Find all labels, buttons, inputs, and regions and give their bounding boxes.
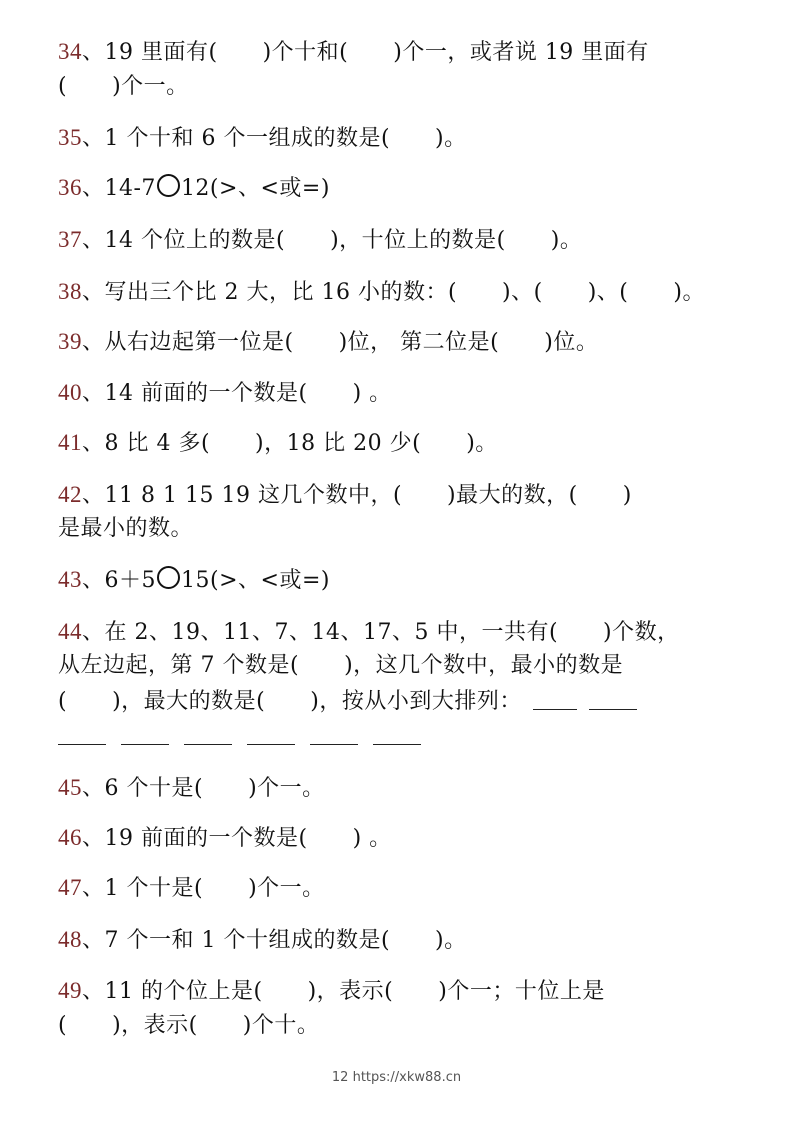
- question-text: 、7 个一和 1 个十组成的数是( )。: [82, 928, 467, 953]
- question-text: 、写出三个比 2 大，比 16 小的数：( )、( )、( )。: [82, 280, 705, 305]
- question-42: [58, 480, 738, 511]
- answer-blank[interactable]: [184, 722, 232, 745]
- question-number: 49: [58, 978, 82, 1003]
- question-text: ( )个一。: [58, 74, 189, 99]
- question-text-pre: 、6＋5: [82, 568, 156, 593]
- comparison-circle-icon: [157, 566, 180, 589]
- question-37: [58, 225, 738, 256]
- answer-blank[interactable]: [589, 687, 637, 710]
- question-number: 45: [58, 775, 82, 800]
- question-number: 43: [58, 567, 82, 592]
- question-39: [58, 327, 738, 358]
- question-40: [58, 378, 738, 409]
- question-text-post: 12(>、<或=): [180, 176, 330, 201]
- question-49-continued: [58, 1011, 738, 1041]
- question-49: [58, 976, 738, 1007]
- question-text: 、1 个十和 6 个一组成的数是( )。: [82, 126, 467, 151]
- answer-blank[interactable]: [310, 722, 358, 745]
- question-number: 44: [58, 619, 82, 644]
- question-text: 从左边起，第 7 个数是( )，这几个数中，最小的数是: [58, 653, 624, 678]
- question-text: 、8 比 4 多( )，18 比 20 少( )。: [82, 431, 498, 456]
- question-38: [58, 277, 738, 308]
- question-text-pre: 、14-7: [82, 176, 156, 201]
- question-43: [58, 565, 738, 596]
- question-text: 、从右边起第一位是( )位， 第二位是( )位。: [82, 330, 599, 355]
- page-number: 12: [331, 1070, 349, 1085]
- footer-url: https://xkw88.cn: [352, 1070, 462, 1085]
- question-number: 39: [58, 329, 82, 354]
- page-footer: [0, 1070, 793, 1085]
- question-text-post: 15(>、<或=): [181, 568, 330, 593]
- question-48: [58, 925, 738, 956]
- question-number: 36: [58, 175, 82, 200]
- question-number: 34: [58, 39, 82, 64]
- question-text: 、19 里面有( )个十和( )个一，或者说 19 里面有: [82, 40, 649, 65]
- question-41: [58, 428, 738, 459]
- question-42-continued: [58, 514, 738, 544]
- question-number: 42: [58, 482, 82, 507]
- question-text: ( )，表示( )个十。: [58, 1013, 320, 1038]
- question-44: [58, 617, 738, 648]
- question-text: 、11 的个位上是( )，表示( )个一；十位上是: [82, 979, 605, 1004]
- question-46: [58, 823, 738, 854]
- question-35: [58, 123, 738, 154]
- question-number: 41: [58, 430, 82, 455]
- question-text: 是最小的数。: [58, 516, 194, 541]
- question-text: 、14 个位上的数是( )，十位上的数是( )。: [82, 228, 583, 253]
- question-text: 、在 2、19、11、7、14、17、5 中，一共有( )个数，: [82, 620, 680, 645]
- question-number: 37: [58, 227, 82, 252]
- question-text: 、11 8 1 15 19 这几个数中，( )最大的数，( ): [82, 483, 632, 508]
- question-number: 46: [58, 825, 82, 850]
- question-34-continued: [58, 72, 738, 102]
- question-number: 48: [58, 927, 82, 952]
- question-45: [58, 773, 738, 804]
- question-34: [58, 37, 738, 68]
- answer-blank[interactable]: [58, 722, 106, 745]
- question-number: 35: [58, 125, 82, 150]
- question-text: 、1 个十是( )个一。: [82, 876, 325, 901]
- question-number: 47: [58, 875, 82, 900]
- question-number: 40: [58, 380, 82, 405]
- question-text: 、14 前面的一个数是( ) 。: [82, 381, 392, 406]
- question-44-continued: [58, 651, 738, 681]
- answer-blanks-row: [58, 722, 738, 752]
- question-47: [58, 873, 738, 904]
- answer-blank[interactable]: [247, 722, 295, 745]
- question-36: [58, 173, 738, 204]
- question-text: 、6 个十是( )个一。: [82, 776, 325, 801]
- comparison-circle-icon: [157, 174, 180, 197]
- question-text: ( )，最大的数是( )，按从小到大排列：: [58, 689, 522, 714]
- answer-blank[interactable]: [121, 722, 169, 745]
- answer-blank[interactable]: [533, 687, 577, 710]
- question-44-continued: [58, 687, 738, 717]
- question-number: 38: [58, 279, 82, 304]
- question-text: 、19 前面的一个数是( ) 。: [82, 826, 392, 851]
- answer-blank[interactable]: [373, 722, 421, 745]
